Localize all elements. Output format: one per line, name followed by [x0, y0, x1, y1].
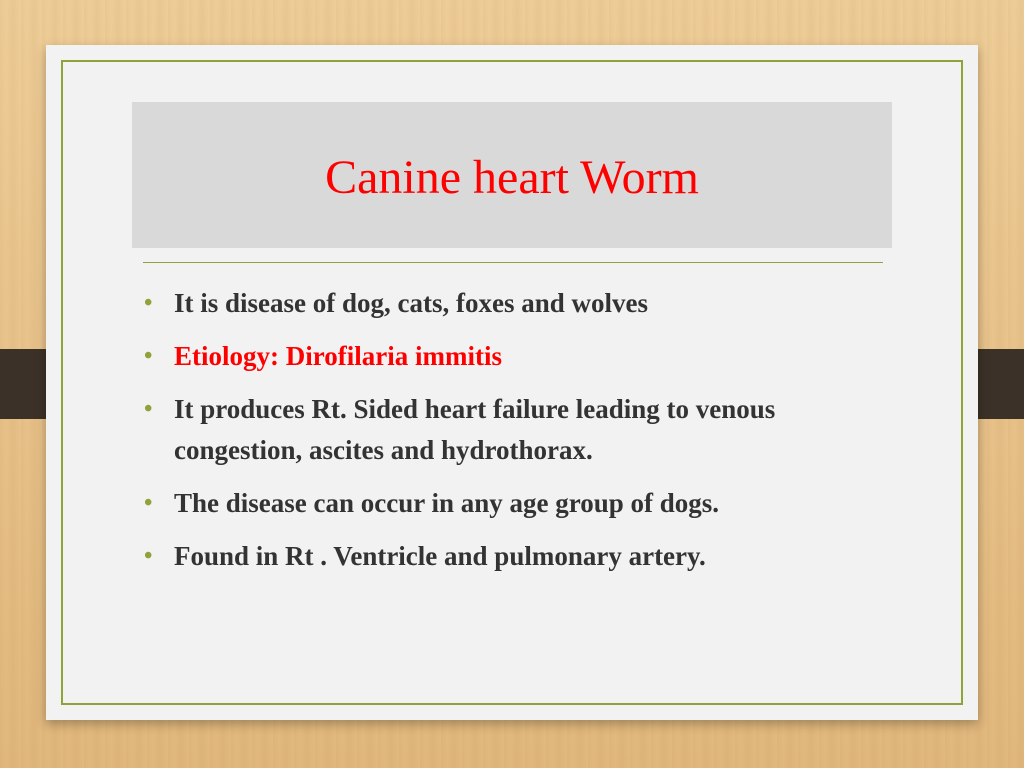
bullet-dot-icon: •	[144, 490, 153, 516]
bullet-dot-icon: •	[144, 543, 153, 569]
bullet-dot-icon: •	[144, 343, 153, 369]
bullet-list	[136, 283, 856, 589]
bullet-item	[136, 536, 856, 577]
bullet-text: Found in Rt . Ventricle and pulmonary artery.	[174, 541, 706, 571]
bullet-dot-icon: •	[144, 396, 153, 422]
title-band	[132, 102, 892, 248]
bullet-item	[136, 389, 856, 471]
bullet-item	[136, 283, 856, 324]
bullet-dot-icon: •	[144, 290, 153, 316]
bullet-text: It produces Rt. Sided heart failure leading to venous congestion, ascites and hydrothorax.	[174, 394, 776, 465]
bullet-item	[136, 483, 856, 524]
bullet-text: It is disease of dog, cats, foxes and wolves	[174, 288, 649, 318]
bullet-item-etiology	[136, 336, 856, 377]
slide-title: Canine heart Worm	[325, 150, 699, 204]
slide-card	[46, 45, 978, 720]
bullet-text: Etiology: Dirofilaria immitis	[174, 341, 502, 371]
title-divider	[143, 262, 883, 263]
bullet-text: The disease can occur in any age group of dogs.	[174, 488, 720, 518]
